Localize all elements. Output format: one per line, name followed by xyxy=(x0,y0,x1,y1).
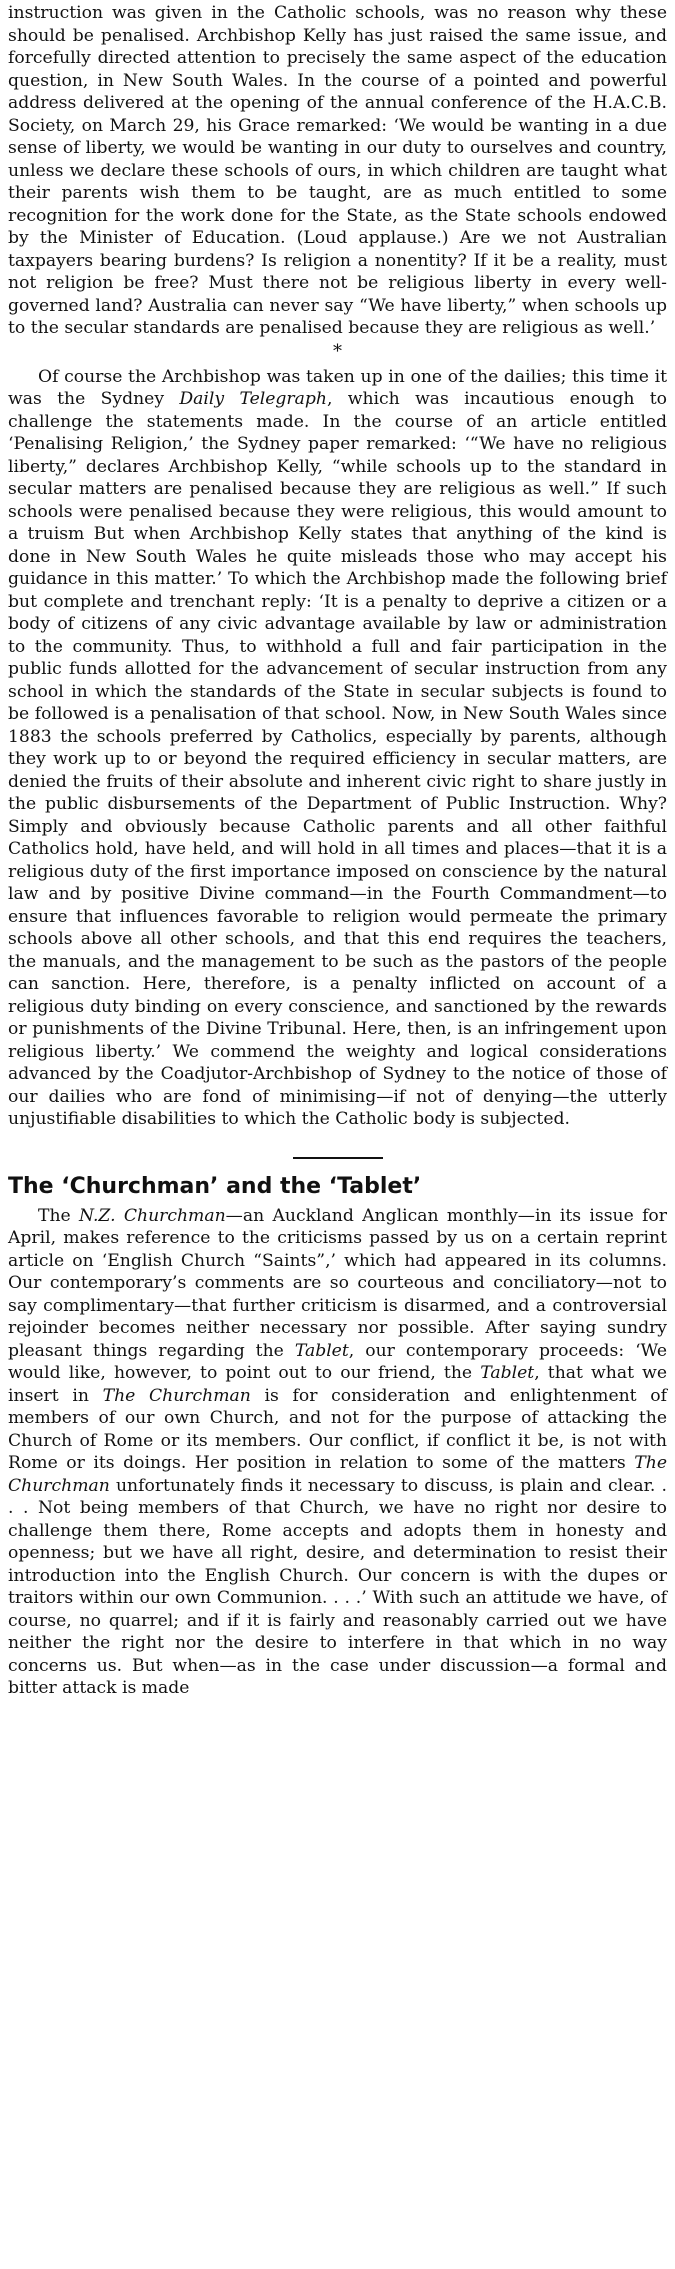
newspaper-title: Daily Telegraph xyxy=(179,389,327,409)
article2-text-e: is for consideration and enlightenment of members of our own Church, and not for the purpose of attacking the Church of Rome or its members. Our conflict, if conflict it be, is not with Rome or its doings. Her position in relation to some of the matters xyxy=(8,1385,667,1473)
article2-text-f: unfortunately finds it necessary to discuss, is plain and clear. . . . Not being members of that Church, we have no right nor desire to challenge them there, Rome accepts and adopts them in honesty and openness; but we have all right, desire, and determination to resist their introduction into the English Church. Our concern is with the dupes or traitors within our own Communion. . . .’ With such an attitude we have, of course, no quarrel; and if it is fairly and reasonably carried out we have neither the right nor the desire to interfere in that which in no way concerns us. But when—as in the case under discussion—a formal and bitter attack is made xyxy=(8,1475,667,1698)
article2-text-a: The xyxy=(38,1205,80,1226)
publication-title: The Churchman xyxy=(102,1385,251,1406)
article2-text-d: , that what we insert in xyxy=(8,1363,668,1406)
article2-text-c: , our contemporary proceeds: ‘We would like, however, to point out to our friend, the xyxy=(8,1340,667,1383)
article2-paragraph-1 xyxy=(8,1205,667,1700)
article1-paragraph-2-text-b: , which was incautious enough to challenge the statements made. In the course of an article entitled ‘Penalising Religion,’ the Sydney paper remarked: ‘“We have no religious liberty,” declares Archbishop Kelly, “while schools up to the standard in secular matters are penalised because they are religious as well.” If such schools were penalised because they were religious, this would amount to a truism But when Archbishop Kelly states that anything of the kind is done in New South Wales he quite misleads those who may accept his guidance in this matter.’ To which the Archbishop made the following brief but complete and trenchant reply: ‘It is a penalty to deprive a citizen or a body of citizens of any civic advantage available by law or administration to the community. Thus, to withhold a full and fair participation in the public funds allotted for the advancement of secular instruction from any school in which the standards of the State in secular subjects is found to be followed is a penalisation of that school. Now, in New South Wales since 1883 the schools preferred by Catholics, especially by parents, although they work up to or beyond the required efficiency in secular matters, are denied the fruits of their absolute and inherent civic right to share justly in the public disbursements of the Department of Public Instruction. Why? Simply and obviously because Catholic parents and all other faithful Catholics hold, have held, and will hold in all times and places—that it is a religious duty of the first importance imposed on conscience by the natural law and by positive Divine command—in the Fourth Commandment—to ensure that influences favorable to religion would permeate the primary schools above all other schools, and that this end requires the teachers, the manuals, and the management to be such as the pastors of the people can sanction. Here, therefore, is a penalty inflicted on account of a religious duty binding on every conscience, and sanctioned by the rewards or punishments of the Divine Tribunal. Here, then, is an infringement upon religious liberty.’ We commend the weighty and logical considerations advanced by the Coadjutor-Archbishop of Sydney to the notice of those of our dailies who are fond of minimising—if not of denying—the utterly unjustifiable disabilities to which the Catholic body is subjected. xyxy=(8,389,667,1129)
article2-text-b: —an Auckland Anglican monthly—in its issue for April, makes reference to the criticisms passed by us on a certain reprint article on ‘English Church “Saints”,’ which had appeared in its columns. Our contemporary’s comments are so courteous and conciliatory—not to say complimentary—that further criticism is disarmed, and a controversial rejoinder becomes neither necessary nor possible. After saying sundry pleasant things regarding the xyxy=(8,1205,667,1361)
publication-title: Tablet xyxy=(480,1363,535,1383)
publication-title: The Churchman xyxy=(8,1453,667,1496)
publication-title: N.Z. Churchman xyxy=(79,1205,226,1226)
article1-paragraph-1 xyxy=(8,2,667,340)
article1-paragraph-2-text-a: Of course the Archbishop was taken up in one of the dailies; this time it was the Sydney xyxy=(8,366,667,409)
article2-heading: The ‘Churchman’ and the ‘Tablet’ xyxy=(8,1173,422,1199)
article1-paragraph-2 xyxy=(8,366,667,1131)
publication-title: Tablet xyxy=(294,1340,349,1361)
article1-paragraph-1-text: instruction was given in the Catholic schools, was no reason why these should be penalised. Archbishop Kelly has just raised the same issue, and forcefully directed attention to precisely the same aspect of the education question, in New South Wales. In the course of a pointed and powerful address delivered at the opening of the annual conference of the H.A.C.B. Society, on March 29, his Grace remarked: ‘We would be wanting in a due sense of liberty, we would be wanting in our duty to ourselves and country, unless we declare these schools of ours, in which children are taught what their parents wish them to be taught, are as much entitled to some recognition for the work done for the State, as the State schools endowed by the Minister of Education. (Loud applause.) Are we not Australian taxpayers bearing burdens? Is religion a nonentity? If it be a reality, must not religion be free? Must there not be religious liberty in every well-governed land? Australia can never say “We have liberty,” when schools up to the secular standards are penalised because they are religious as well.’ xyxy=(8,3,667,338)
section-separator: * xyxy=(333,340,342,362)
section-divider xyxy=(293,1157,383,1159)
